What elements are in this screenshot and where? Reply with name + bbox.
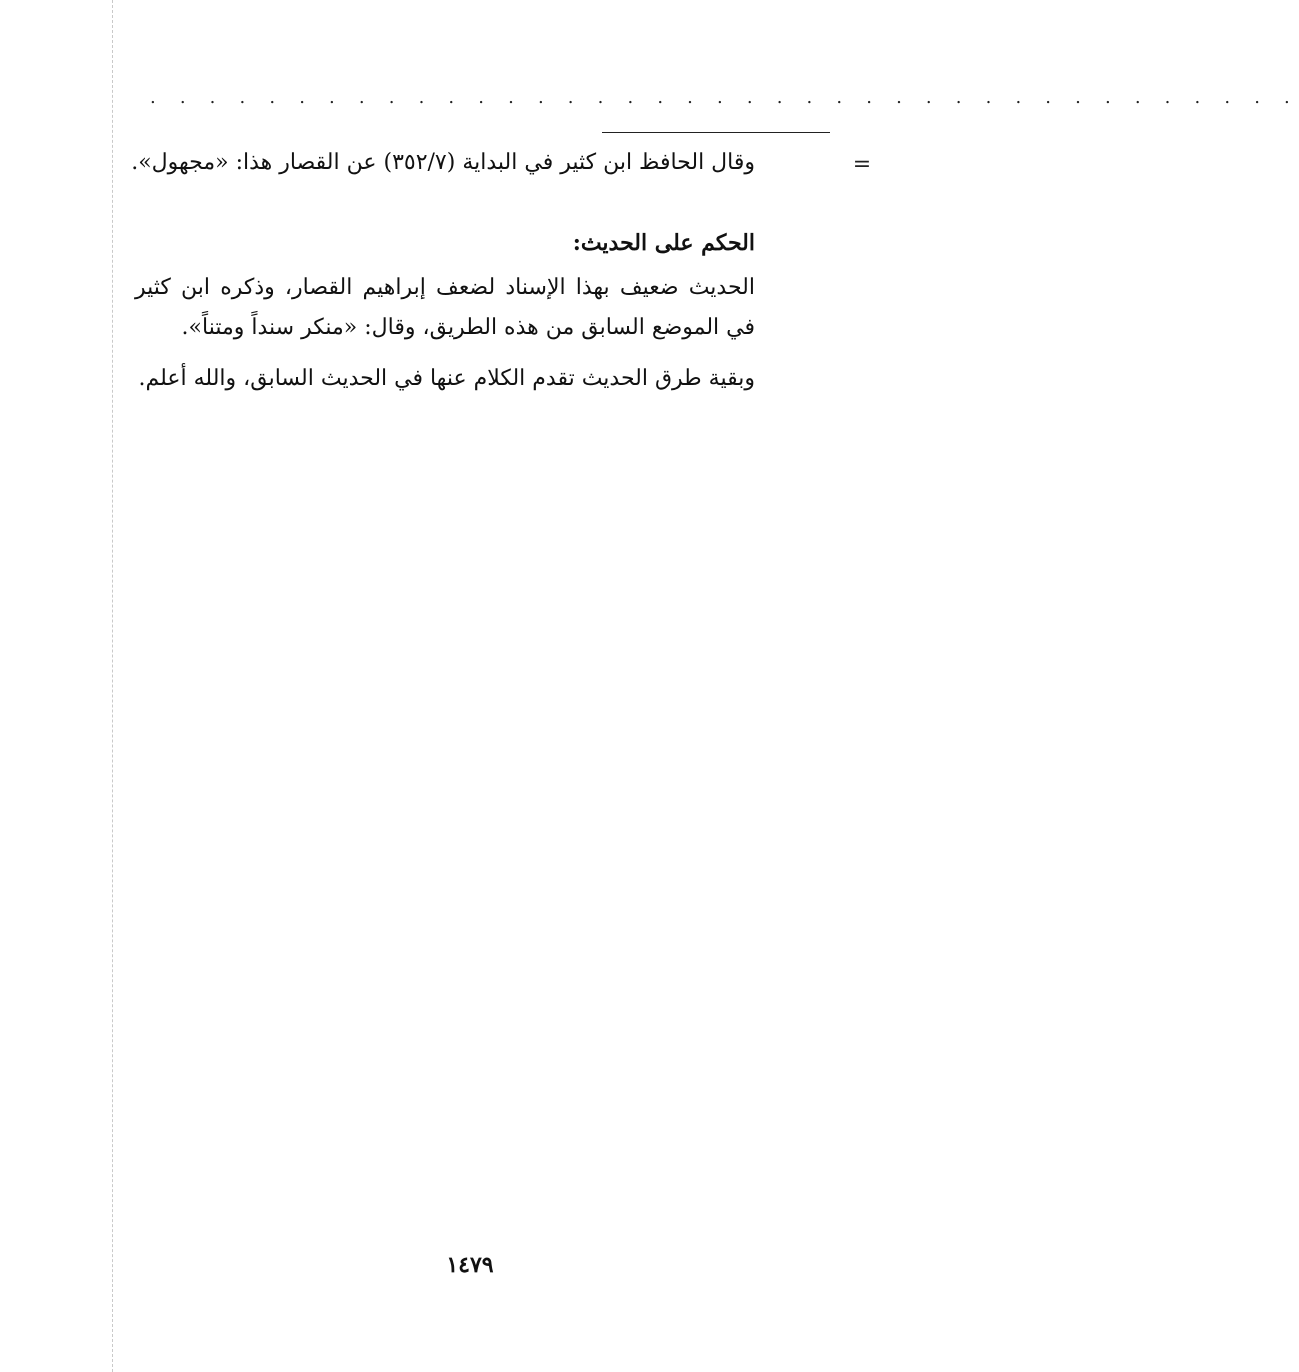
continuation-mark: = (852, 152, 872, 177)
footnote-text: وقال الحافظ ابن كثير في البداية (٣٥٢/٧) عن القصار هذا: «مجهول». (131, 150, 755, 175)
dotted-separator: . . . . . . . . . . . . . . . . . . . . . . . . . . . . . . . . . . . . . . . (150, 87, 1299, 108)
footnote-rule (602, 132, 830, 133)
section-heading: الحكم على الحديث: (572, 230, 755, 256)
page-number: ١٤٧٩ (446, 1252, 494, 1278)
binding-edge-line (112, 0, 113, 1372)
closing-sentence: وبقية طرق الحديث تقدم الكلام عنها في الحديث السابق، والله أعلم. (138, 366, 755, 391)
ruling-paragraph: الحديث ضعيف بهذا الإسناد لضعف إبراهيم القصار، وذكره ابن كثير في الموضع السابق من هذه الطريق، وقال: «منكر سنداً ومتناً». (135, 275, 755, 340)
